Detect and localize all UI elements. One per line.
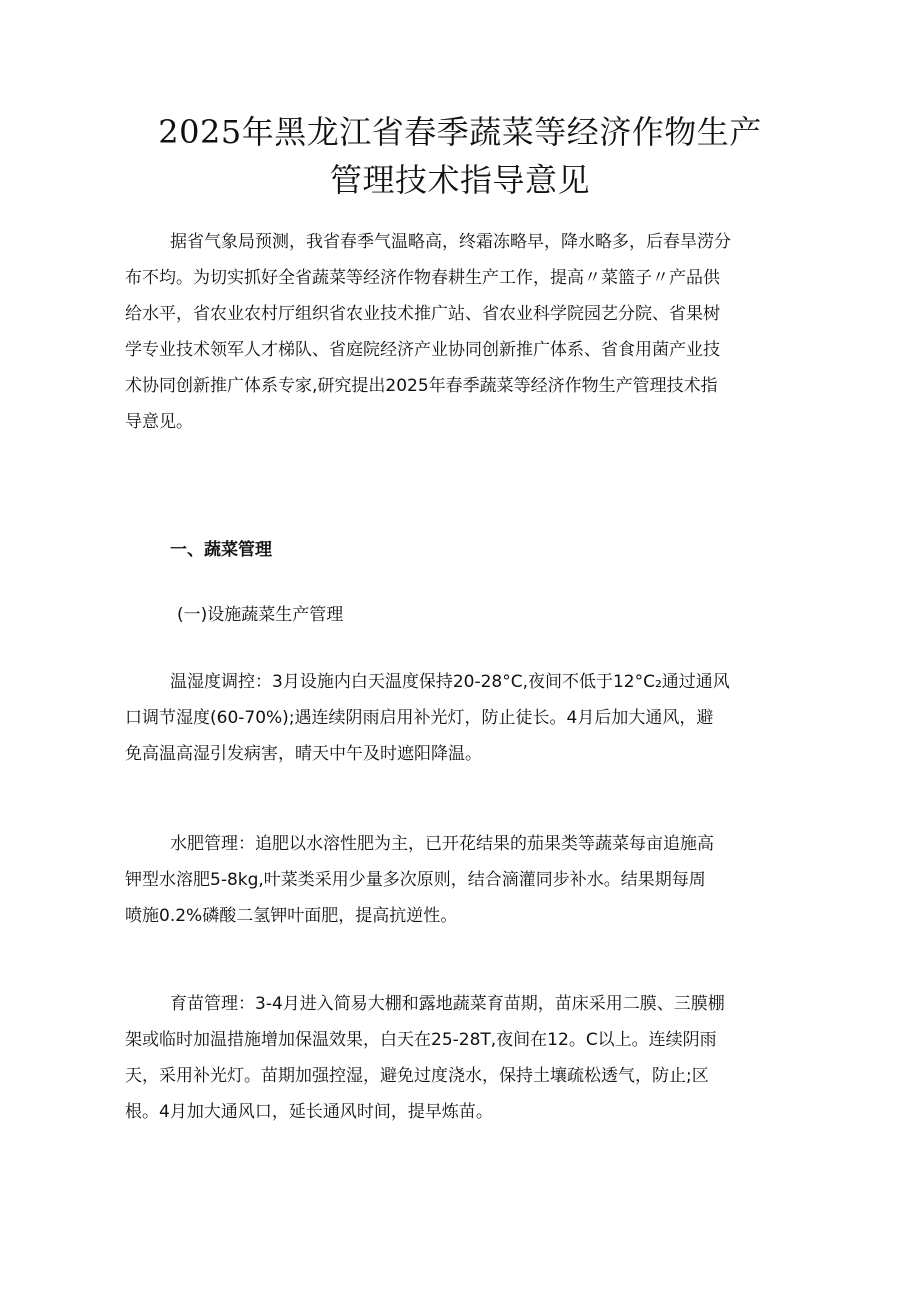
temp-humidity-paragraph: [125, 664, 780, 772]
document-title-line-1: 2025年黑龙江省春季蔬菜等经济作物生产: [158, 113, 762, 151]
document-title-line-2: 管理技术指导意见: [329, 161, 590, 199]
section-heading-vegetables: 一、蔬菜管理: [170, 540, 272, 560]
fertilizer-line: 喷施0.2%磷酸二氢钾叶面肥，提高抗逆性。: [125, 906, 458, 926]
seedling-paragraph: [125, 986, 780, 1130]
subsection-heading-facility: (一)设施蔬菜生产管理: [177, 605, 344, 625]
intro-line: 给水平，省农业农村厅组织省农业技术推广站、省农业科学院园艺分院、省果树: [125, 304, 720, 324]
temp-humidity-line: 温湿度调控：3月设施内白天温度保持20-28°C,夜间不低于12°C₂通过通风: [170, 672, 730, 692]
intro-line: 术协同创新推广体系专家,研究提出2025年春季蔬菜等经济作物生产管理技术指: [125, 376, 718, 396]
intro-line: 导意见。: [125, 412, 193, 432]
intro-paragraph: [125, 224, 780, 440]
seedling-line: 架或临时加温措施增加保温效果，白天在25-28T,夜间在12。C以上。连续阴雨: [125, 1030, 717, 1050]
fertilizer-line: 钾型水溶肥5-8kg,叶菜类采用少量多次原则，结合滴灌同步补水。结果期每周: [125, 870, 706, 890]
intro-line: 布不均。为切实抓好全省蔬菜等经济作物春耕生产工作，提高〃菜篮子〃产品供: [125, 268, 720, 288]
temp-humidity-line: 免高温高湿引发病害，晴天中午及时遮阳降温。: [125, 744, 482, 764]
intro-line: 学专业技术领军人才梯队、省庭院经济产业协同创新推广体系、省食用菌产业技: [125, 340, 720, 360]
seedling-line: 天，采用补光灯。苗期加强控湿，避免过度浇水，保持土壤疏松透气，防止;区: [125, 1066, 709, 1086]
fertilizer-line: 水肥管理：追肥以水溶性肥为主，已开花结果的茄果类等蔬菜每亩追施高: [170, 834, 714, 854]
seedling-line: 育苗管理：3-4月进入简易大棚和露地蔬菜育苗期，苗床采用二膜、三膜棚: [170, 994, 725, 1014]
seedling-line: 根。4月加大通风口，延长通风时间，提早炼苗。: [125, 1102, 493, 1122]
fertilizer-paragraph: [125, 826, 780, 934]
temp-humidity-line: 口调节湿度(60-70%);遇连续阴雨启用补光灯，防止徒长。4月后加大通风，避: [125, 708, 714, 728]
intro-line: 据省气象局预测，我省春季气温略高，终霜冻略早，降水略多，后春旱涝分: [170, 232, 731, 252]
